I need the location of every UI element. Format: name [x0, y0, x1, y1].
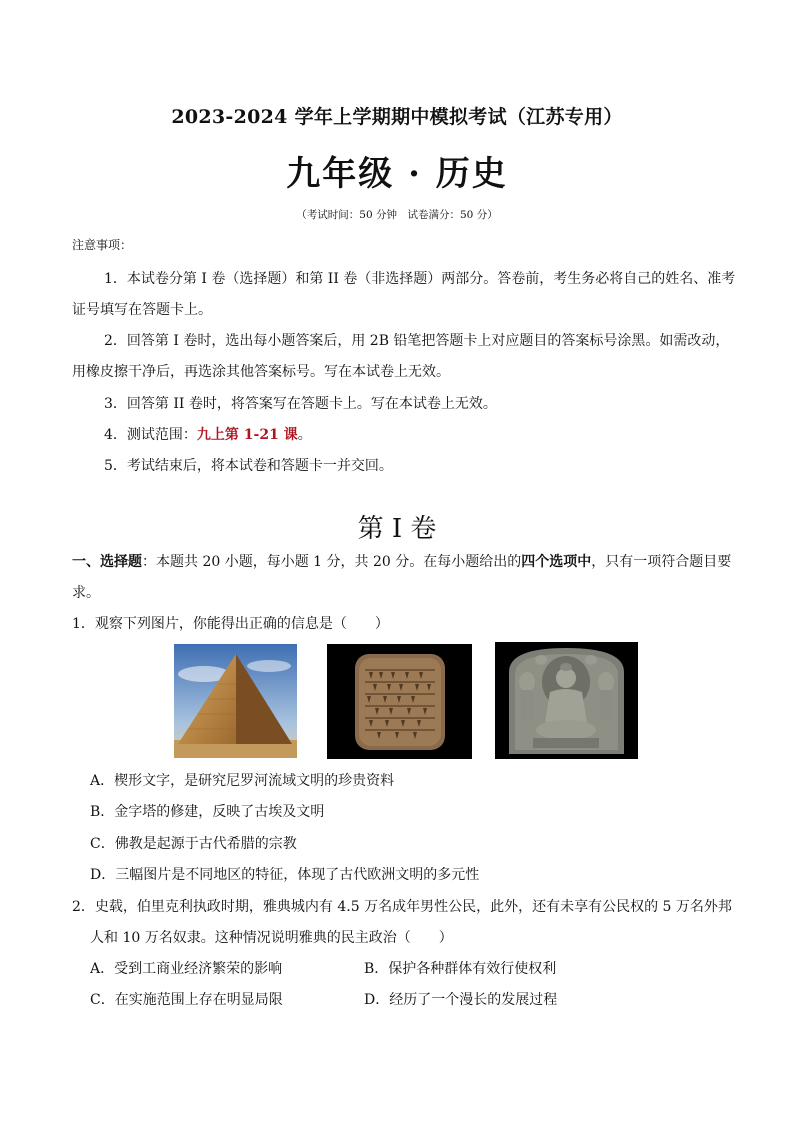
note-item-4-prefix: 4．测试范围： — [104, 427, 197, 443]
subject-title: 九年级 · 历史 — [286, 154, 508, 194]
question-2-stem-cont: 人和 10 万名奴隶。这种情况说明雅典的民主政治（ ） — [90, 930, 453, 946]
pyramid-illustration — [174, 644, 297, 758]
section-instructions-cont: 求。 — [72, 585, 100, 601]
note-item-4 — [104, 424, 312, 444]
note-item-4-suffix: 。 — [297, 427, 312, 443]
note-item-5: 5．考试结束后，将本试卷和答题卡一并交回。 — [104, 458, 393, 474]
question-1-stem: 1．观察下列图片，你能得出正确的信息是（ ） — [72, 616, 389, 632]
notes-heading: 注意事项： — [72, 238, 133, 252]
note-item-2-cont: 用橡皮擦干净后，再选涂其他答案标号。写在本试卷上无效。 — [72, 364, 450, 380]
q2-option-a: A．受到工商业经济繁荣的影响 — [90, 961, 283, 977]
q2-option-d: D．经历了一个漫长的发展过程 — [364, 992, 558, 1008]
q2-option-b: B．保护各种群体有效行使权利 — [364, 961, 557, 977]
note-item-1: 1．本试卷分第 I 卷（选择题）和第 II 卷（非选择题）两部分。答卷前，考生务必将自己的姓名、准考 — [104, 271, 736, 287]
note-item-2: 2．回答第 I 卷时，选出每小题答案后，用 2B 铅笔把答题卡上对应题目的答案标号涂黑。如需改动， — [104, 333, 730, 349]
test-scope: 九上第 1-21 课 — [196, 427, 298, 443]
pyramid-photo — [174, 644, 297, 758]
q1-option-b: B．金字塔的修建，反映了古埃及文明 — [90, 804, 325, 820]
note-item-1-cont: 证号填写在答题卡上。 — [72, 302, 212, 318]
q2-option-c: C．在实施范围上存在明显局限 — [90, 992, 283, 1008]
q1-option-d: D．三幅图片是不同地区的特征，体现了古代欧洲文明的多元性 — [90, 867, 480, 883]
buddha-relief-illustration — [495, 642, 638, 759]
exam-info: （考试时间：50 分钟 试卷满分：50 分） — [296, 209, 498, 221]
question-2-stem: 2．史载，伯里克利执政时期，雅典城内有 4.5 万名成年男性公民，此外，还有未享有公民权的 5 万名外邦 — [72, 899, 732, 915]
q1-option-c: C．佛教是起源于古代希腊的宗教 — [90, 836, 297, 852]
cuneiform-tablet-illustration — [327, 644, 472, 759]
q1-option-a: A．楔形文字，是研究尼罗河流域文明的珍贵资料 — [90, 773, 395, 789]
instr-label: 一、选择题 — [72, 554, 142, 570]
section-title: 第 I 卷 — [357, 514, 437, 544]
buddha-relief-photo — [495, 642, 638, 759]
instr-text: ：本题共 20 小题，每小题 1 分，共 20 分。在每小题给出的 — [142, 554, 522, 570]
cuneiform-tablet-photo — [327, 644, 472, 759]
exam-title: 2023-2024 学年上学期期中模拟考试（江苏专用） — [171, 106, 623, 128]
note-item-3: 3．回答第 II 卷时，将答案写在答题卡上。写在本试卷上无效。 — [104, 396, 497, 412]
section-instructions — [72, 551, 731, 571]
instr-emph: 四个选项中 — [521, 554, 592, 570]
instr-text-2: ，只有一项符合题目要 — [591, 554, 732, 570]
